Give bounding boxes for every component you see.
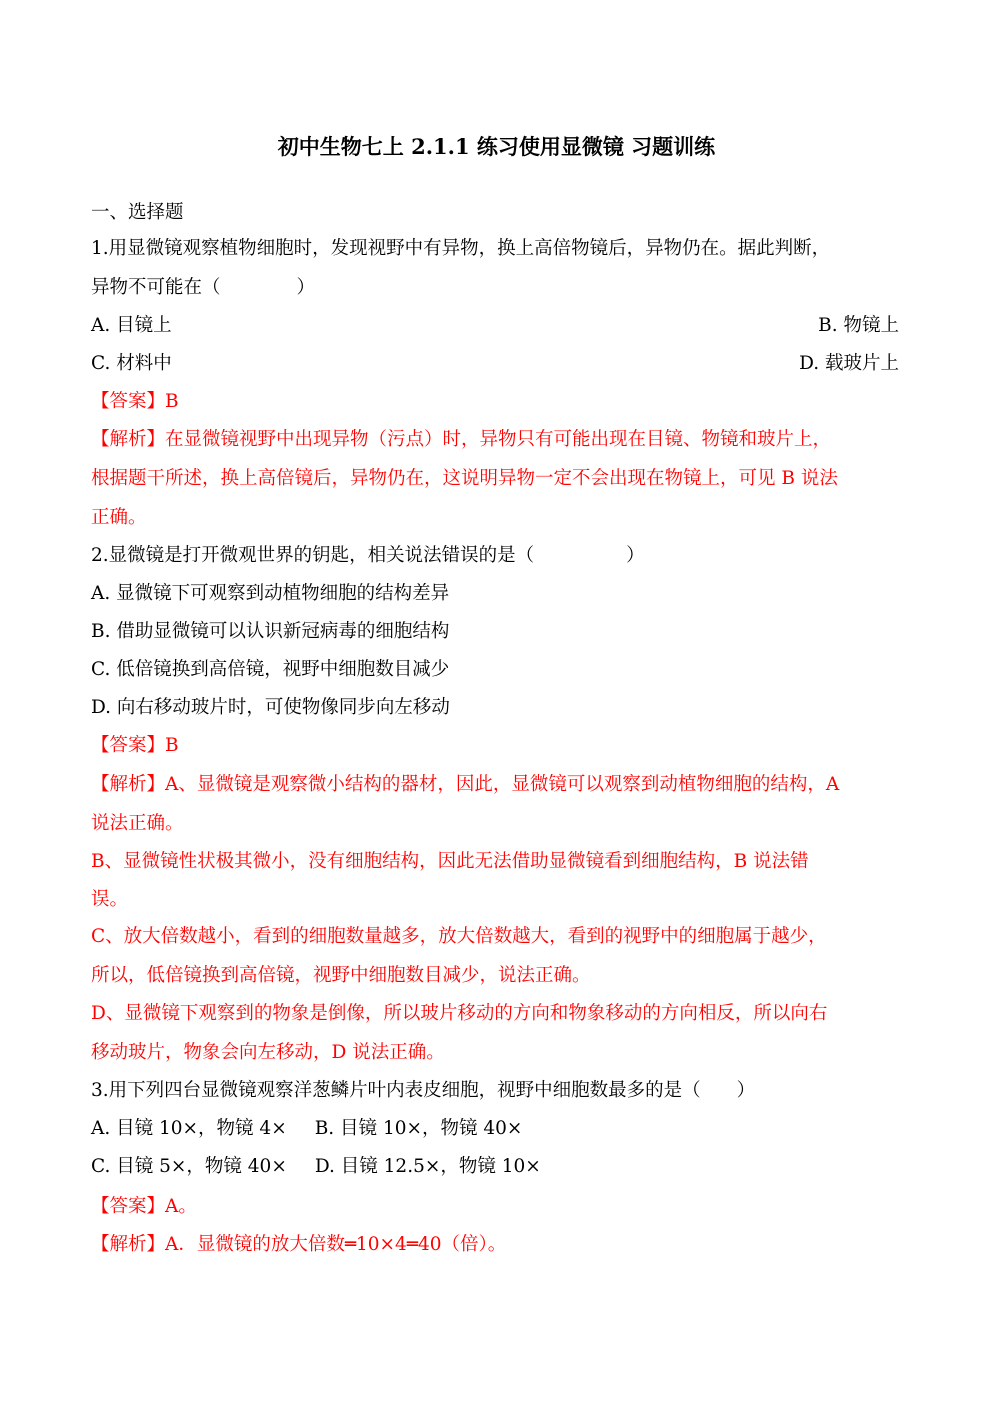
q2-analysis-line1: 【解析】A、显微镜是观察微小结构的器材，因此，显微镜可以观察到动植物细胞的结构，A [91, 774, 840, 795]
q2-stem [91, 540, 906, 572]
q3-option-a: A. 目镜 10×，物镜 4× [91, 1118, 287, 1139]
q1-option-a: A. 目镜上 [91, 315, 172, 336]
q1-option-c: C. 材料中 [91, 353, 172, 374]
q3-analysis-line1: 【解析】A．显微镜的放大倍数═10×4═40（倍）。 [91, 1234, 507, 1255]
q2-option-d: D. 向右移动玻片时，可使物像同步向左移动 [91, 697, 450, 718]
q2-analysis-line6: 所以，低倍镜换到高倍镜，视野中细胞数目减少，说法正确。 [91, 965, 591, 986]
q3-option-d: D. 目镜 12.5×，物镜 10× [314, 1156, 541, 1177]
q2-analysis-line7: D、显微镜下观察到的物象是倒像，所以玻片移动的方向和物象移动的方向相反，所以向右 [91, 1003, 828, 1024]
q2-analysis-line4: 误。 [91, 889, 129, 910]
q1-stem-close: ） [296, 277, 316, 298]
q1-stem-text: 异物不可能在（ [91, 277, 221, 298]
q1-option-b: B. 物镜上 [818, 315, 899, 336]
q2-analysis-line5: C、放大倍数越小，看到的细胞数量越多，放大倍数越大，看到的视野中的细胞属于越少， [91, 926, 827, 947]
q2-answer: 【答案】B [91, 735, 179, 756]
q2-option-a: A. 显微镜下可观察到动植物细胞的结构差异 [91, 583, 450, 604]
q1-analysis-line2: 根据题干所述，换上高倍镜后，异物仍在，这说明异物一定不会出现在物镜上，可见 B 说法 [91, 468, 838, 489]
document-title: 初中生物七上 2.1.1 练习使用显微镜 习题训练 [277, 134, 716, 159]
q1-stem-line2 [91, 272, 906, 304]
q2-option-b: B. 借助显微镜可以认识新冠病毒的细胞结构 [91, 621, 450, 642]
section-heading: 一、选择题 [91, 202, 184, 223]
q1-option-d: D. 载玻片上 [799, 353, 899, 374]
q3-options-row2 [91, 1151, 906, 1183]
q2-analysis-line3: B、显微镜性状极其微小，没有细胞结构，因此无法借助显微镜看到细胞结构，B 说法错 [91, 851, 809, 872]
q1-analysis-line3: 正确。 [91, 507, 147, 528]
q3-option-b: B. 目镜 10×，物镜 40× [314, 1118, 523, 1139]
q1-answer: 【答案】B [91, 391, 179, 412]
q3-stem-text: 3.用下列四台显微镜观察洋葱鳞片叶内表皮细胞，视野中细胞数最多的是（ [91, 1080, 701, 1101]
q2-option-c: C. 低倍镜换到高倍镜，视野中细胞数目减少 [91, 659, 450, 680]
q1-analysis-line1: 【解析】在显微镜视野中出现异物（污点）时，异物只有可能出现在目镜、物镜和玻片上， [91, 429, 832, 450]
q3-options-row1 [91, 1113, 906, 1145]
q3-stem [91, 1075, 906, 1107]
q1-stem-line1: 1.用显微镜观察植物细胞时，发现视野中有异物，换上高倍物镜后，异物仍在。据此判断， [91, 238, 831, 259]
q2-analysis-line2: 说法正确。 [91, 813, 184, 834]
q3-stem-close: ） [736, 1080, 756, 1101]
q2-analysis-line8: 移动玻片，物象会向左移动，D 说法正确。 [91, 1042, 445, 1063]
q3-option-c: C. 目镜 5×，物镜 40× [91, 1156, 287, 1177]
q2-stem-text: 2.显微镜是打开微观世界的钥匙，相关说法错误的是（ [91, 545, 535, 566]
q3-answer: 【答案】A。 [91, 1196, 197, 1217]
q2-stem-close: ） [626, 545, 645, 566]
